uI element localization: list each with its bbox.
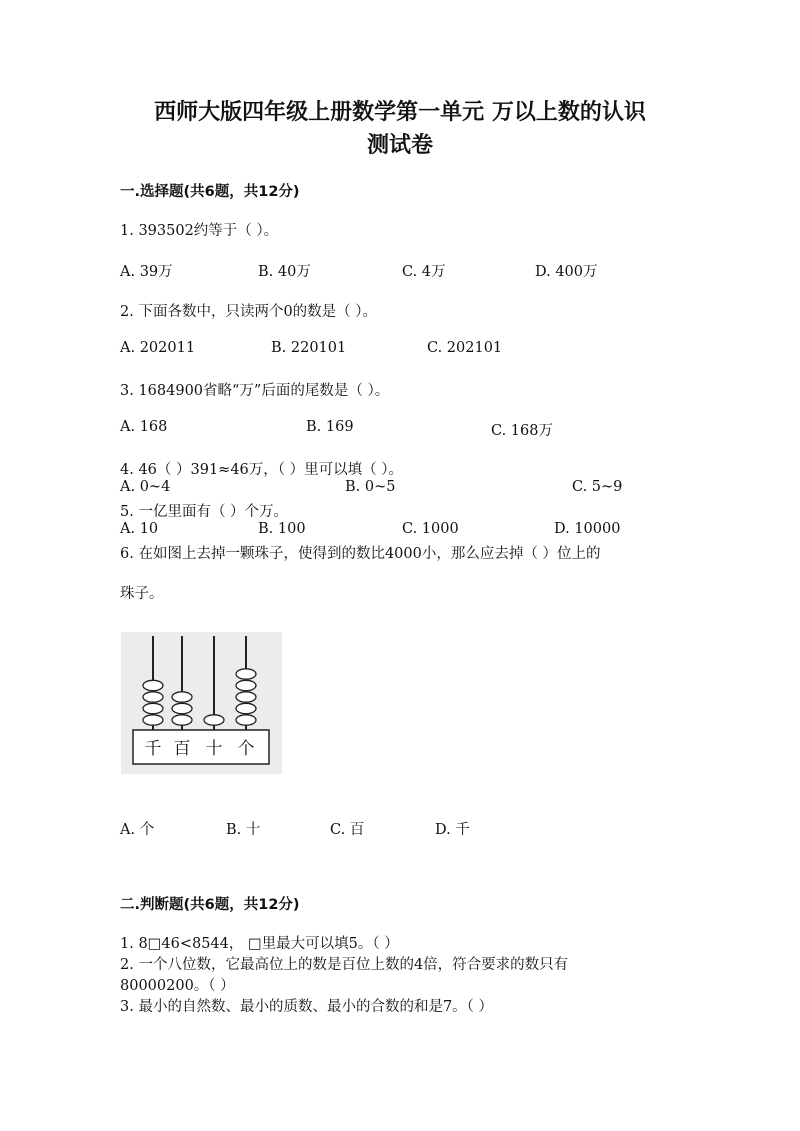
abacus-figure bbox=[121, 632, 282, 774]
option-b: B. 40万 bbox=[258, 264, 311, 280]
question-text: 4. 46（ ）391≈46万，（ ）里可以填（ ）。 bbox=[120, 462, 403, 478]
option-a: A. 39万 bbox=[120, 264, 173, 280]
option-a: A. 个 bbox=[120, 822, 155, 838]
option-a: A. 10 bbox=[120, 521, 159, 537]
option-c: C. 4万 bbox=[402, 264, 446, 280]
question-text: 5. 一亿里面有（ ）个万。 bbox=[120, 504, 289, 520]
option-a: A. 202011 bbox=[120, 340, 196, 356]
question-text-continued: 80000200。（ ） bbox=[120, 978, 235, 994]
option-b: B. 十 bbox=[226, 822, 261, 838]
option-c: C. 202101 bbox=[427, 340, 503, 356]
question-text: 2. 一个八位数，它最高位上的数是百位上数的4倍，符合要求的数只有 bbox=[120, 957, 569, 973]
abacus-bead bbox=[143, 703, 163, 713]
option-c: C. 168万 bbox=[491, 423, 553, 439]
abacus-bead bbox=[236, 680, 256, 690]
section-heading-choice: 一.选择题(共6题，共12分) bbox=[120, 184, 300, 200]
option-a: A. 0~4 bbox=[120, 479, 171, 495]
abacus-bead bbox=[143, 680, 163, 690]
abacus-bead bbox=[172, 715, 192, 725]
option-d: D. 10000 bbox=[554, 521, 621, 537]
abacus-place-label: 千 bbox=[144, 739, 162, 759]
abacus-bead bbox=[236, 703, 256, 713]
title-line-1: 西师大版四年级上册数学第一单元 万以上数的认识 bbox=[154, 100, 646, 125]
option-b: B. 100 bbox=[258, 521, 306, 537]
question-text: 1. 393502约等于（ ）。 bbox=[120, 223, 279, 239]
question-text-continued: 珠子。 bbox=[120, 586, 164, 602]
abacus-bead bbox=[204, 715, 224, 725]
abacus-bead bbox=[172, 703, 192, 713]
option-b: B. 220101 bbox=[271, 340, 347, 356]
option-c: C. 百 bbox=[330, 822, 365, 838]
option-d: D. 千 bbox=[435, 822, 470, 838]
abacus-bead bbox=[143, 715, 163, 725]
section-heading-judge: 二.判断题(共6题，共12分) bbox=[120, 897, 300, 913]
question-text: 6. 在如图上去掉一颗珠子，使得到的数比4000小，那么应去掉（ ）位上的 bbox=[120, 546, 601, 562]
option-d: D. 400万 bbox=[535, 264, 598, 280]
option-c: C. 1000 bbox=[402, 521, 459, 537]
question-text: 1. 8□46<8544， □里最大可以填5。（ ） bbox=[120, 936, 399, 952]
question-text: 2. 下面各数中，只读两个0的数是（ ）。 bbox=[120, 304, 378, 320]
title-line-2: 测试卷 bbox=[366, 133, 433, 158]
option-a: A. 168 bbox=[120, 419, 168, 435]
question-text: 3. 1684900省略“万”后面的尾数是（ ）。 bbox=[120, 383, 390, 399]
abacus-bead bbox=[236, 692, 256, 702]
abacus-bead bbox=[172, 692, 192, 702]
abacus-place-label: 百 bbox=[173, 739, 191, 759]
option-c: C. 5~9 bbox=[572, 479, 623, 495]
question-text: 3. 最小的自然数、最小的质数、最小的合数的和是7。（ ） bbox=[120, 999, 494, 1015]
option-b: B. 169 bbox=[306, 419, 354, 435]
option-b: B. 0~5 bbox=[345, 479, 396, 495]
abacus-place-label: 十 bbox=[205, 739, 223, 759]
abacus-bead bbox=[236, 715, 256, 725]
abacus-bead bbox=[236, 669, 256, 679]
abacus-bead bbox=[143, 692, 163, 702]
abacus-place-label: 个 bbox=[237, 739, 255, 759]
